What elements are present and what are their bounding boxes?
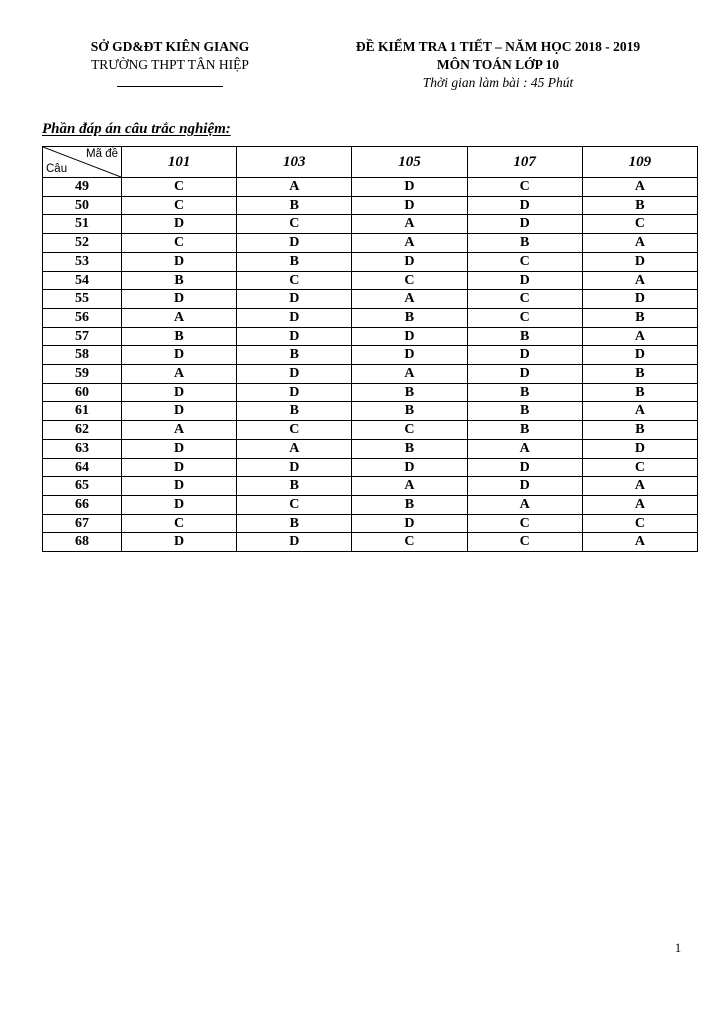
answer-cell: D	[467, 477, 582, 496]
corner-label-exam-code: Mã đề	[86, 148, 118, 160]
question-number: 56	[43, 308, 122, 327]
answer-row-66	[43, 495, 698, 514]
answer-row-53	[43, 252, 698, 271]
exam-header-block	[318, 38, 678, 92]
question-number: 57	[43, 327, 122, 346]
school-header-block	[55, 38, 285, 87]
answer-cell: A	[467, 439, 582, 458]
answer-cell: D	[582, 439, 697, 458]
answer-row-52	[43, 234, 698, 253]
answer-cell: A	[122, 308, 237, 327]
question-number: 61	[43, 402, 122, 421]
answer-cell: D	[237, 308, 352, 327]
answer-row-59	[43, 365, 698, 384]
column-header-exam-code-103: 103	[237, 147, 352, 178]
answer-cell: B	[582, 421, 697, 440]
exam-title: ĐỀ KIỂM TRA 1 TIẾT – NĂM HỌC 2018 - 2019	[355, 39, 641, 54]
column-header-exam-code-101: 101	[122, 147, 237, 178]
answer-cell: A	[352, 290, 467, 309]
question-number: 53	[43, 252, 122, 271]
answer-cell: D	[352, 252, 467, 271]
answer-cell: D	[122, 290, 237, 309]
answer-cell: C	[467, 290, 582, 309]
answer-cell: B	[582, 365, 697, 384]
answer-cell: D	[237, 383, 352, 402]
answer-cell: D	[122, 215, 237, 234]
answer-cell: B	[237, 196, 352, 215]
answer-cell: C	[122, 514, 237, 533]
question-number: 59	[43, 365, 122, 384]
answer-cell: C	[237, 421, 352, 440]
answer-cell: C	[467, 308, 582, 327]
answer-cell: D	[467, 271, 582, 290]
answer-cell: C	[582, 514, 697, 533]
answer-cell: D	[467, 365, 582, 384]
exam-subject: MÔN TOÁN LỚP 10	[436, 57, 560, 72]
question-number: 51	[43, 215, 122, 234]
answer-cell: D	[352, 196, 467, 215]
answer-cell: A	[352, 234, 467, 253]
answer-cell: D	[122, 346, 237, 365]
question-number: 62	[43, 421, 122, 440]
answer-cell: C	[237, 215, 352, 234]
question-number: 58	[43, 346, 122, 365]
answer-cell: D	[122, 402, 237, 421]
answer-cell: B	[352, 495, 467, 514]
answer-cell: D	[352, 458, 467, 477]
exam-duration: Thời gian làm bài : 45 Phút	[422, 75, 574, 90]
answer-row-54	[43, 271, 698, 290]
answer-cell: C	[122, 234, 237, 253]
answer-cell: A	[352, 477, 467, 496]
answer-row-61	[43, 402, 698, 421]
answer-row-68	[43, 533, 698, 552]
answer-cell: D	[122, 495, 237, 514]
answer-row-57	[43, 327, 698, 346]
question-number: 65	[43, 477, 122, 496]
answer-cell: B	[122, 327, 237, 346]
answer-cell: B	[352, 439, 467, 458]
answer-cell: D	[237, 533, 352, 552]
question-number: 63	[43, 439, 122, 458]
answer-cell: D	[237, 327, 352, 346]
answer-cell: C	[467, 514, 582, 533]
answer-cell: A	[122, 365, 237, 384]
answer-cell: C	[237, 495, 352, 514]
answer-row-60	[43, 383, 698, 402]
question-number: 67	[43, 514, 122, 533]
answer-cell: B	[237, 346, 352, 365]
question-number: 52	[43, 234, 122, 253]
answer-cell: D	[467, 346, 582, 365]
answer-cell: A	[582, 271, 697, 290]
question-number: 68	[43, 533, 122, 552]
answer-cell: D	[122, 477, 237, 496]
answer-cell: D	[122, 252, 237, 271]
answer-cell: A	[582, 477, 697, 496]
answer-cell: B	[352, 402, 467, 421]
answer-cell: C	[582, 458, 697, 477]
column-header-exam-code-109: 109	[582, 147, 697, 178]
answer-row-49	[43, 178, 698, 197]
answer-cell: B	[582, 308, 697, 327]
answer-cell: D	[237, 458, 352, 477]
question-number: 54	[43, 271, 122, 290]
answer-cell: C	[467, 533, 582, 552]
answer-cell: A	[582, 495, 697, 514]
answer-cell: C	[237, 271, 352, 290]
answer-row-67	[43, 514, 698, 533]
answer-cell: D	[237, 290, 352, 309]
answer-cell: B	[237, 402, 352, 421]
answer-key-table	[42, 146, 698, 552]
answer-cell: C	[467, 252, 582, 271]
answer-cell: C	[352, 533, 467, 552]
answer-cell: A	[352, 365, 467, 384]
answer-cell: B	[467, 383, 582, 402]
column-header-exam-code-105: 105	[352, 147, 467, 178]
section-title: Phần đáp án câu trắc nghiệm:	[42, 121, 231, 137]
header-divider-line	[117, 86, 223, 87]
answer-cell: A	[582, 234, 697, 253]
answer-cell: D	[122, 458, 237, 477]
answer-row-64	[43, 458, 698, 477]
answer-cell: A	[582, 533, 697, 552]
answer-cell: B	[352, 383, 467, 402]
answer-cell: C	[352, 421, 467, 440]
answer-cell: D	[467, 215, 582, 234]
answer-cell: D	[582, 290, 697, 309]
answer-row-63	[43, 439, 698, 458]
answer-cell: B	[467, 327, 582, 346]
answer-row-56	[43, 308, 698, 327]
answer-row-51	[43, 215, 698, 234]
question-number: 55	[43, 290, 122, 309]
answer-cell: D	[352, 346, 467, 365]
page-number: 1	[674, 941, 682, 955]
answer-cell: D	[467, 458, 582, 477]
answer-cell: D	[122, 533, 237, 552]
answer-cell: A	[582, 402, 697, 421]
answer-cell: D	[582, 252, 697, 271]
answer-cell: B	[467, 402, 582, 421]
answer-cell: D	[237, 234, 352, 253]
answer-row-50	[43, 196, 698, 215]
answer-cell: D	[582, 346, 697, 365]
answer-cell: B	[582, 383, 697, 402]
answer-cell: A	[582, 327, 697, 346]
answer-cell: B	[467, 234, 582, 253]
corner-label-question: Câu	[46, 163, 68, 175]
answer-cell: C	[122, 196, 237, 215]
answer-row-55	[43, 290, 698, 309]
table-header-row	[43, 147, 698, 178]
answer-cell: B	[237, 477, 352, 496]
answer-cell: C	[352, 271, 467, 290]
answer-cell: C	[122, 178, 237, 197]
answer-cell: D	[352, 178, 467, 197]
answer-cell: D	[352, 514, 467, 533]
column-header-exam-code-107: 107	[467, 147, 582, 178]
answer-cell: B	[582, 196, 697, 215]
question-number: 49	[43, 178, 122, 197]
answer-cell: A	[237, 178, 352, 197]
question-number: 60	[43, 383, 122, 402]
answer-cell: B	[467, 421, 582, 440]
answer-cell: D	[467, 196, 582, 215]
corner-cell	[43, 147, 122, 178]
answer-cell: A	[352, 215, 467, 234]
answer-cell: A	[122, 421, 237, 440]
question-number: 50	[43, 196, 122, 215]
question-number: 66	[43, 495, 122, 514]
answer-cell: A	[582, 178, 697, 197]
answer-cell: B	[122, 271, 237, 290]
answer-cell: D	[237, 365, 352, 384]
department-name: SỞ GD&ĐT KIÊN GIANG	[90, 39, 250, 54]
question-number: 64	[43, 458, 122, 477]
school-name: TRƯỜNG THPT TÂN HIỆP	[91, 57, 249, 72]
answer-cell: B	[352, 308, 467, 327]
answer-cell: D	[122, 439, 237, 458]
answer-row-58	[43, 346, 698, 365]
answer-cell: C	[582, 215, 697, 234]
answer-cell: B	[237, 514, 352, 533]
answer-cell: D	[122, 383, 237, 402]
answer-cell: A	[237, 439, 352, 458]
answer-cell: B	[237, 252, 352, 271]
answer-row-62	[43, 421, 698, 440]
answer-row-65	[43, 477, 698, 496]
answer-cell: A	[467, 495, 582, 514]
answer-cell: D	[352, 327, 467, 346]
answer-cell: C	[467, 178, 582, 197]
